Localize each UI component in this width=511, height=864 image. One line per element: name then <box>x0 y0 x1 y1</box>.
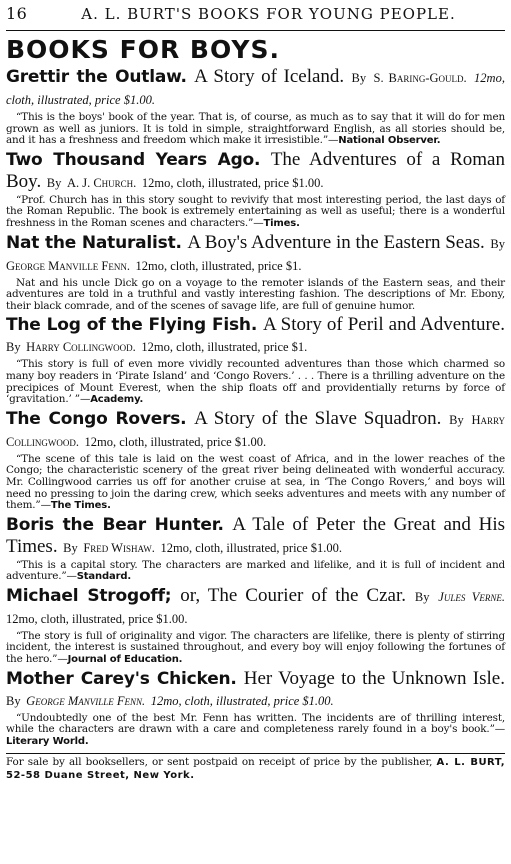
running-title: A. L. BURT'S BOOKS FOR YOUNG PEOPLE. <box>81 5 456 23</box>
header-rule <box>6 30 505 31</box>
by-label: By <box>351 71 367 85</box>
book-subtitle: Her Voyage to the Unknown Isle. <box>243 667 505 689</box>
book-author: Harry Collingwood. <box>26 340 136 355</box>
book-heading <box>6 232 505 277</box>
by-label: By <box>63 540 78 555</box>
review-text: Nat and his uncle Dick go on a voyage to the remoter islands of the Eastern seas, and their adventures are told in a truthful and vastly interesting fashion. The descriptions of Mr. Ebony, their black comrade, and of the scenes of savage life, are full of genuine humor. <box>6 276 505 312</box>
book-author: George Manville Fenn. <box>26 693 146 708</box>
section-title: BOOKS FOR BOYS. <box>6 35 280 64</box>
book-subtitle: A Story of the Slave Squadron. <box>194 407 442 429</box>
book-heading <box>6 408 505 453</box>
book-title: The Log of the Flying Fish. <box>6 315 258 336</box>
book-author: Jules Verne. <box>438 589 505 604</box>
book-details: 12mo, cloth, illustrated, price $1. <box>141 340 308 355</box>
running-header <box>6 4 505 26</box>
review-text: “The story is full of originality and vigor. The characters are lifelike, there is plenty of stirring incident, the interest is sustained throughout, and every boy will enjoy following the fortunes of the hero.”— <box>6 629 505 666</box>
book-details: 12mo, cloth, illustrated, price $1.00. <box>141 175 324 190</box>
book-subtitle: A Boy's Adventure in the Eastern Seas. <box>187 231 485 253</box>
book-details: 12mo, cloth, illustrated, price $1.00. <box>6 611 188 626</box>
catalog-page <box>6 4 505 782</box>
book-heading <box>6 514 505 559</box>
footer-notice <box>6 756 505 782</box>
review-text: “This story is full of even more vividly recounted adventures than those which charmed so many boy readers in ‘Pirate Island’ and ‘Congo Rovers.’ . . . There is a thrilling adventure on the precipices of Mount Everest, when the ship floats off and providentially returns by force of ‘gravitation.’ ”— <box>6 358 505 406</box>
book-author: Fred Wishaw. <box>83 540 155 555</box>
review-source: The Times. <box>50 500 111 512</box>
book-author: Harry Collingwood. <box>6 412 505 449</box>
book-details: 12mo, cloth, illustrated, price $1.00. <box>84 434 267 449</box>
book-subtitle: A Story of Iceland. <box>194 66 345 87</box>
book-list <box>6 66 505 747</box>
book-review <box>6 631 505 666</box>
book-title: Nat the Naturalist. <box>6 232 182 253</box>
book-title: Michael Strogoff; <box>6 585 172 606</box>
review-source: National Observer. <box>338 135 441 147</box>
review-text: “Undoubtedly one of the best Mr. Fenn has written. The incidents are of thrilling interest, while the characters are drawn with a care and completeness rarely found in a boy's book.”— <box>6 711 505 736</box>
book-entry <box>6 66 505 147</box>
review-text: “This is a capital story. The characters are marked and lifelike, and it is full of incident and adventure.”— <box>6 558 505 583</box>
book-details: 12mo, cloth, illustrated, price $1.00. <box>160 540 343 555</box>
review-text: “Prof. Church has in this story sought to revivify that most interesting period, the last days of the Roman Republic. The book is extremely entertaining as well as useful; there is a wonderful freshness in the Roman scenes and characters.”— <box>6 193 505 229</box>
review-source: Journal of Education. <box>67 654 183 666</box>
book-author: A. J. Church. <box>66 175 137 190</box>
book-review <box>6 195 505 230</box>
book-entry <box>6 514 505 583</box>
book-title: The Congo Rovers. <box>6 408 187 429</box>
book-entry <box>6 232 505 313</box>
book-subtitle: A Tale of Peter the Great and His Times. <box>6 513 505 557</box>
review-text: “This is the boys' book of the year. That is, of course, as much as to say that it will do for men grown as well as juniors. It is told in simple, straightforward English, as all stories should be, and it has a freshness and freedom which make it irresistible.”— <box>6 111 505 147</box>
book-heading <box>6 314 505 358</box>
book-heading <box>6 66 505 111</box>
book-subtitle: A Story of Peril and Adventure. <box>262 314 505 336</box>
book-subtitle: or, The Courier of the Czar. <box>180 584 407 606</box>
book-entry <box>6 668 505 748</box>
book-details: 12mo, cloth, illustrated, price $1. <box>135 258 302 273</box>
by-label: By <box>6 693 21 708</box>
book-review <box>6 359 505 405</box>
book-title: Two Thousand Years Ago. <box>6 149 261 170</box>
review-source: Literary World. <box>6 735 89 747</box>
book-review <box>6 560 505 583</box>
book-entry <box>6 314 505 405</box>
book-review <box>6 112 505 147</box>
book-heading <box>6 149 505 194</box>
book-title: Grettir the Outlaw. <box>6 67 187 87</box>
review-source: Academy. <box>90 394 144 406</box>
by-label: By <box>490 236 505 251</box>
book-entry <box>6 408 505 512</box>
book-review <box>6 278 505 313</box>
book-entry <box>6 585 505 666</box>
by-label: By <box>6 340 21 355</box>
book-details: 12mo, cloth, illustrated, price $1.00. <box>6 71 505 107</box>
book-review <box>6 454 505 512</box>
book-details: 12mo, cloth, illustrated, price $1.00. <box>150 693 334 708</box>
review-source: Standard. <box>76 571 132 583</box>
book-title: Mother Carey's Chicken. <box>6 668 237 689</box>
book-heading <box>6 585 505 630</box>
by-label: By <box>449 412 464 427</box>
book-heading <box>6 668 505 712</box>
page-number: 16 <box>6 4 28 23</box>
publisher-address: A. L. BURT, 52-58 Duane Street, New York. <box>6 757 506 782</box>
by-label: By <box>414 589 430 604</box>
by-label: By <box>46 175 62 190</box>
book-subtitle: The Adventures of a Roman Boy. <box>6 148 505 192</box>
review-source: Times. <box>263 217 300 229</box>
footer-text: For sale by all booksellers, or sent postpaid on receipt of price by the publisher, <box>6 756 433 769</box>
book-title: Boris the Bear Hunter. <box>6 514 224 535</box>
book-entry <box>6 149 505 230</box>
footer-rule <box>6 753 505 754</box>
book-author: S. Baring-Gould. <box>373 71 467 85</box>
book-review <box>6 713 505 748</box>
review-text: “The scene of this tale is laid on the west coast of Africa, and in the lower reaches of the Congo; the characteristic scenery of the great river being delineated with wonderful accuracy. Mr. Collingwood carries us off for another cruise at sea, in ‘The Congo Rovers,’ and boys will need no pressing to join the daring crew, which seeks adventures and meets with any number of them.”— <box>6 452 505 512</box>
book-author: George Manville Fenn. <box>6 258 130 273</box>
